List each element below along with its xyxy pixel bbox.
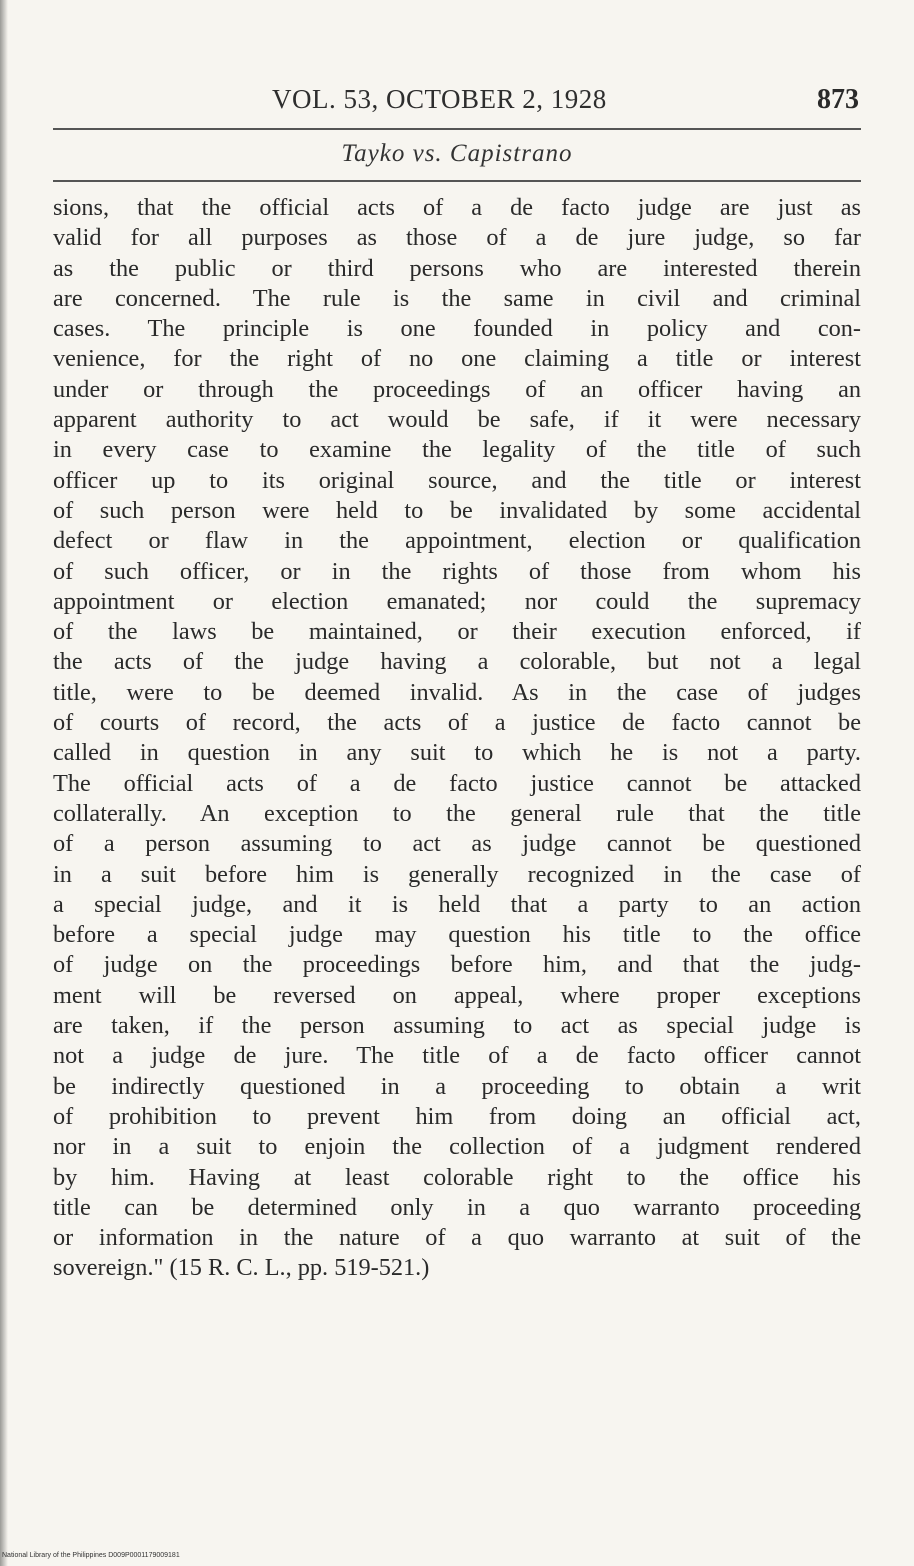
text-line: in every case to examine the legality of the title of such xyxy=(53,436,861,464)
text-line: as the public or third persons who are interested therein xyxy=(53,254,861,282)
text-line: title, were to be deemed invalid. As in the case of judges xyxy=(53,678,861,706)
text-line: of courts of record, the acts of a justice de facto cannot be xyxy=(53,709,861,737)
text-line: cases. The principle is one founded in policy and con- xyxy=(53,315,861,343)
header-rule-bottom xyxy=(53,180,861,182)
case-title: Tayko vs. Capistrano xyxy=(341,140,573,167)
body-text xyxy=(53,193,861,1284)
text-line: are concerned. The rule is the same in civil and criminal xyxy=(53,284,861,312)
text-line: are taken, if the person assuming to act as special judge is xyxy=(53,1012,861,1040)
text-line: of prohibition to prevent him from doing an official act, xyxy=(53,1102,861,1130)
running-head xyxy=(272,84,872,124)
text-line: nor in a suit to enjoin the collection of a judgment rendered xyxy=(53,1133,861,1161)
text-line: defect or flaw in the appointment, election or qualification xyxy=(53,527,861,555)
text-line: venience, for the right of no one claiming a title or interest xyxy=(53,345,861,373)
text-line: of a person assuming to act as judge cannot be questioned xyxy=(53,830,861,858)
text-line: or information in the nature of a quo warranto at suit of the xyxy=(53,1224,861,1252)
source-footer: National Library of the Philippines D009P0001179009181 xyxy=(2,1552,180,1559)
text-line: sovereign." (15 R. C. L., pp. 519-521.) xyxy=(53,1254,430,1282)
text-line: sions, that the official acts of a de facto judge are just as xyxy=(53,194,861,221)
text-line: collaterally. An exception to the general rule that the title xyxy=(53,799,861,827)
text-line: of such officer, or in the rights of those from whom his xyxy=(53,557,861,585)
text-line: before a special judge may question his title to the office xyxy=(53,921,861,949)
text-line: a special judge, and it is held that a party to an action xyxy=(53,890,861,918)
text-line: be indirectly questioned in a proceeding to obtain a writ xyxy=(53,1072,861,1100)
text-line: under or through the proceedings of an officer having an xyxy=(53,375,861,403)
text-line: apparent authority to act would be safe, if it were necessary xyxy=(53,406,861,434)
text-line: not a judge de jure. The title of a de facto officer cannot xyxy=(53,1042,861,1070)
text-line: valid for all purposes as those of a de jure judge, so far xyxy=(53,224,861,252)
volume-date-heading: VOL. 53, OCTOBER 2, 1928 xyxy=(272,84,607,114)
text-line: the acts of the judge having a colorable, but not a legal xyxy=(53,648,861,676)
page-number: 873 xyxy=(817,84,859,115)
text-line: ment will be reversed on appeal, where proper exceptions xyxy=(53,981,861,1009)
header-rule-top xyxy=(53,128,861,130)
text-line: called in question in any suit to which he is not a party. xyxy=(53,739,861,767)
text-line: officer up to its original source, and the title or interest xyxy=(53,466,861,494)
text-line: title can be determined only in a quo warranto proceeding xyxy=(53,1193,861,1221)
text-line: The official acts of a de facto justice cannot be attacked xyxy=(53,769,861,797)
text-line: of the laws be maintained, or their execution enforced, if xyxy=(53,618,861,646)
text-line: by him. Having at least colorable right to the office his xyxy=(53,1163,861,1191)
page-binding-shadow xyxy=(0,0,8,1566)
text-line: of such person were held to be invalidated by some accidental xyxy=(53,496,861,524)
text-line: of judge on the proceedings before him, and that the judg- xyxy=(53,951,861,979)
text-line: in a suit before him is generally recognized in the case of xyxy=(53,860,861,888)
text-line: appointment or election emanated; nor could the supremacy xyxy=(53,587,861,615)
